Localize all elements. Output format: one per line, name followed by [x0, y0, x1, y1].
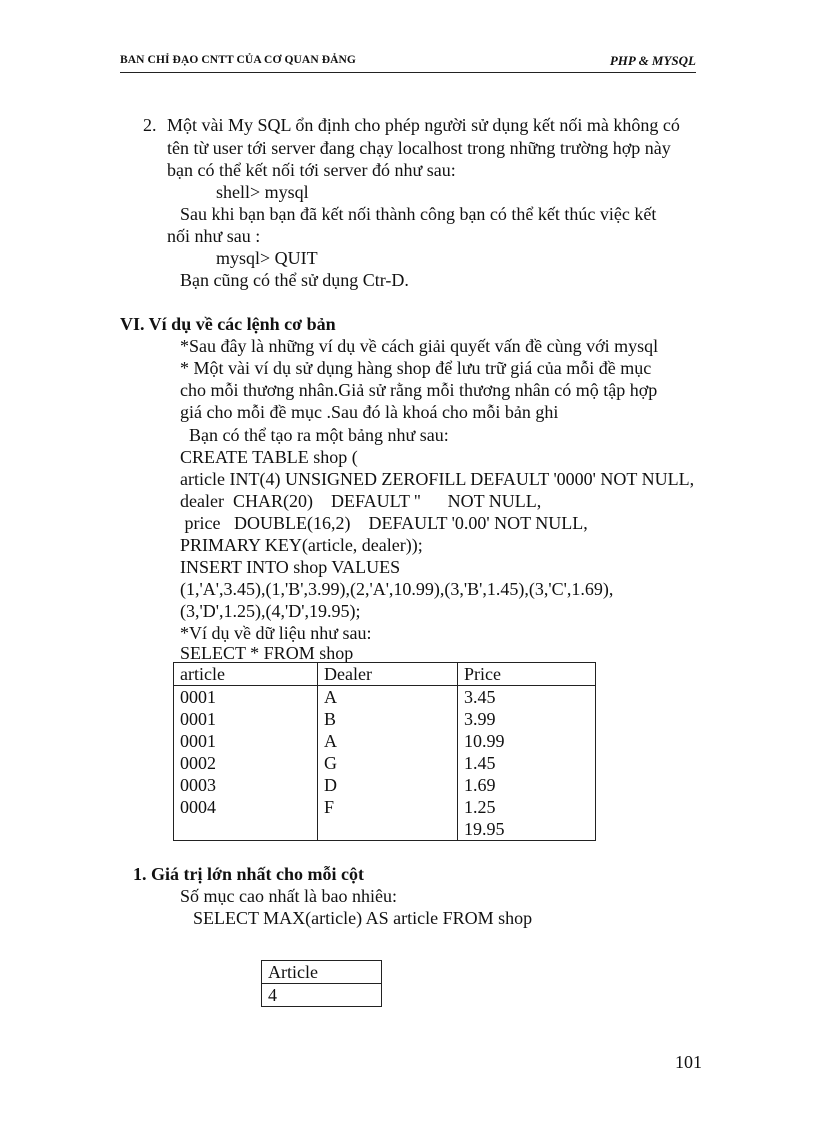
- section-paragraph-2b: cho mỗi thương nhân.Giả sử rằng mỗi thương nhân có mộ tập hợp: [180, 380, 658, 400]
- code-line: (3,'D',1.25),(4,'D',19.95);: [180, 601, 361, 621]
- subsection-line1: Số mục cao nhất là bao nhiêu:: [180, 886, 397, 906]
- header-left-title: BAN CHỈ ĐẠO CNTT CỦA CƠ QUAN ĐẢNG: [120, 54, 356, 66]
- code-line: price DOUBLE(16,2) DEFAULT '0.00' NOT NULL,: [180, 513, 588, 533]
- section-paragraph-2c: giá cho mỗi đề mục .Sau đó là khoá cho mỗi bản ghi: [180, 402, 559, 422]
- header-rule: [120, 72, 696, 73]
- code-line: SELECT * FROM shop: [180, 643, 354, 663]
- item-number: 2.: [143, 115, 157, 135]
- section-paragraph-1: *Sau đây là những ví dụ về cách giải quyết vấn đề cùng với mysql: [180, 336, 659, 356]
- item2-code-quit: mysql> QUIT: [216, 248, 318, 268]
- dealer-column: A B A G D F: [318, 686, 458, 841]
- subsection-heading: 1. Giá trị lớn nhất cho mỗi cột: [133, 864, 364, 884]
- section-paragraph-3: Bạn có thể tạo ra một bảng như sau:: [189, 425, 449, 445]
- code-line: dealer CHAR(20) DEFAULT '' NOT NULL,: [180, 491, 542, 511]
- page-number: 101: [675, 1052, 702, 1072]
- code-line: article INT(4) UNSIGNED ZEROFILL DEFAULT '0000' NOT NULL,: [180, 469, 695, 489]
- table-cell: 4: [262, 984, 382, 1007]
- table-header-row: [174, 663, 596, 686]
- table-header-cell: article: [174, 663, 318, 686]
- max-article-table: [261, 960, 382, 1007]
- table-row: [262, 984, 382, 1007]
- item2-line5: nối như sau :: [167, 226, 261, 246]
- article-column: 0001 0001 0001 0002 0003 0004: [174, 686, 318, 841]
- table-header-cell: Dealer: [318, 663, 458, 686]
- table-body-row: [174, 686, 596, 841]
- code-line: *Ví dụ về dữ liệu như sau:: [180, 623, 372, 643]
- subsection-sql: SELECT MAX(article) AS article FROM shop: [193, 908, 533, 928]
- item2-line1: Một vài My SQL ổn định cho phép người sử dụng kết nối mà không có: [167, 115, 680, 135]
- item2-line2: tên từ user tới server đang chạy localhost trong những trường hợp này: [167, 138, 671, 158]
- price-column: 3.45 3.99 10.99 1.45 1.69 1.25 19.95: [458, 686, 596, 841]
- table-header-cell: Article: [262, 961, 382, 984]
- item2-code-shell: shell> mysql: [216, 182, 309, 202]
- table-header-cell: Price: [458, 663, 596, 686]
- section-paragraph-2a: * Một vài ví dụ sử dụng hàng shop để lưu trữ giá của mỗi đề mục: [180, 358, 652, 378]
- item2-line4: Sau khi bạn bạn đã kết nối thành công bạn có thể kết thúc việc kết: [180, 204, 657, 224]
- code-line: (1,'A',3.45),(1,'B',3.99),(2,'A',10.99),(3,'B',1.45),(3,'C',1.69),: [180, 579, 614, 599]
- table-header-row: [262, 961, 382, 984]
- code-line: PRIMARY KEY(article, dealer));: [180, 535, 423, 555]
- shop-table: [173, 662, 596, 841]
- item2-line6: Bạn cũng có thể sử dụng Ctr-D.: [180, 270, 409, 290]
- section-heading: VI. Ví dụ về các lệnh cơ bản: [120, 314, 336, 334]
- code-line: CREATE TABLE shop (: [180, 447, 358, 467]
- code-line: INSERT INTO shop VALUES: [180, 557, 401, 577]
- item2-line3: bạn có thể kết nối tới server đó như sau:: [167, 160, 456, 180]
- header-right-title: PHP & MYSQL: [609, 53, 696, 68]
